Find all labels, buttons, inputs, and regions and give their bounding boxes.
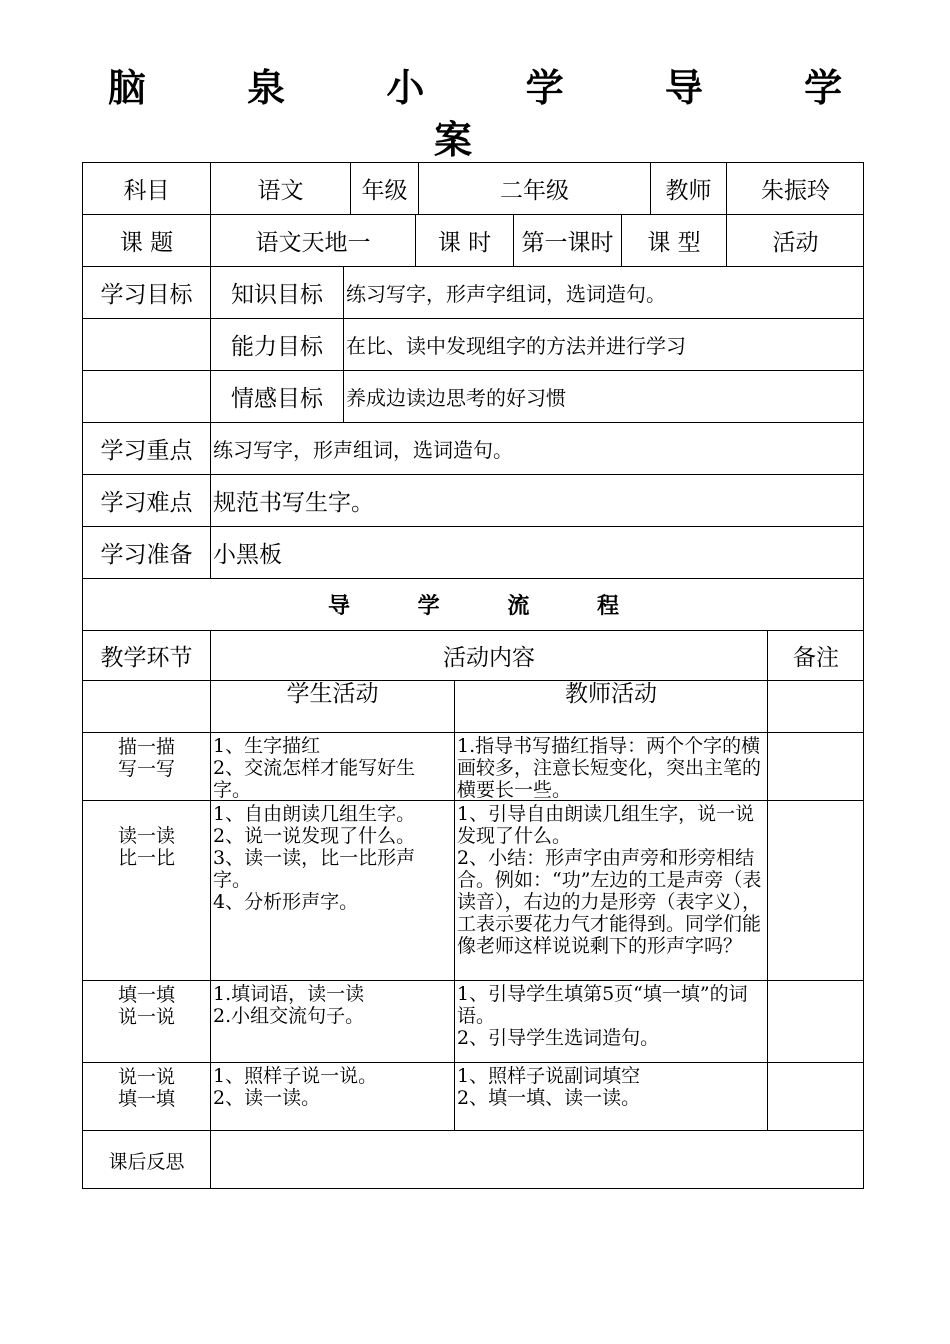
emotion-goal-value: 养成边读边思考的好习惯 <box>343 370 864 422</box>
stage-name: 说一说 填一填 <box>82 1062 210 1130</box>
teacher-label: 教师 <box>650 162 726 214</box>
stage-name: 填一填 说一说 <box>82 980 210 1062</box>
grade-value: 二年级 <box>418 162 650 214</box>
table-bottom-border <box>82 1188 864 1189</box>
type-label: 课 型 <box>621 214 726 266</box>
goals-label-empty <box>82 318 210 370</box>
subject-value: 语文 <box>210 162 350 214</box>
table-right-border <box>863 162 864 1189</box>
remark-cell <box>767 800 864 980</box>
period-label: 课 时 <box>415 214 513 266</box>
preparation-row <box>82 526 864 578</box>
difficulty-label: 学习难点 <box>82 474 210 526</box>
content-header: 活动内容 <box>210 630 767 680</box>
difficulty-value: 规范书写生字。 <box>210 474 864 526</box>
goals-row-emotion <box>82 370 864 422</box>
preparation-value: 小黑板 <box>210 526 864 578</box>
remark-header: 备注 <box>767 630 864 680</box>
teacher-value: 朱振玲 <box>726 162 864 214</box>
student-activity-header: 学生活动 <box>210 680 454 732</box>
subject-label: 科目 <box>82 162 210 214</box>
goals-label: 学习目标 <box>82 266 210 318</box>
difficulty-row <box>82 474 864 526</box>
reflection-row <box>82 1130 864 1189</box>
flow-header-row <box>82 630 864 680</box>
stage-row <box>82 800 864 980</box>
stage-name: 读一读 比一比 <box>82 800 210 980</box>
goals-label-empty-2 <box>82 370 210 422</box>
stage-row <box>82 980 864 1062</box>
knowledge-goal-value: 练习写字，形声字组词，选词造句。 <box>343 266 864 318</box>
remark-cell <box>767 1062 864 1130</box>
focus-value: 练习写字，形声组词，选词造句。 <box>210 422 864 474</box>
grade-label: 年级 <box>350 162 418 214</box>
remark-subheader-empty <box>767 680 864 732</box>
stage-name: 描一描 写一写 <box>82 732 210 800</box>
reflection-label: 课后反思 <box>82 1130 210 1189</box>
ability-goal-value: 在比、读中发现组字的方法并进行学习 <box>343 318 864 370</box>
goals-row-ability <box>82 318 864 370</box>
goals-row-knowledge <box>82 266 864 318</box>
flow-title-row <box>82 578 864 630</box>
lesson-plan-table <box>82 162 864 1189</box>
info-row-1 <box>82 162 864 214</box>
focus-label: 学习重点 <box>82 422 210 474</box>
stage-row <box>82 732 864 800</box>
teacher-activity: 1、引导学生填第5页“填一填”的词语。 2、引导学生选词造句。 <box>454 980 767 1062</box>
reflection-value <box>210 1130 864 1189</box>
flow-title: 导 学 流 程 <box>82 578 864 630</box>
document-title: 脑 泉 小 学 导 学 案 <box>107 65 887 162</box>
stage-header: 教学环节 <box>82 630 210 680</box>
student-activity: 1、照样子说一说。 2、读一读。 <box>210 1062 454 1130</box>
emotion-goal-label: 情感目标 <box>210 370 343 422</box>
teacher-activity-header: 教师活动 <box>454 680 767 732</box>
period-value: 第一课时 <box>513 214 621 266</box>
info-row-2 <box>82 214 864 266</box>
teacher-activity: 1、引导自由朗读几组生字，说一说发现了什么。 2、小结：形声字由声旁和形旁相结合。例如：“功”左边的工是声旁（表读音），右边的力是形旁（表字义），工表示要花力气才能得到。同学们能像老师这样说说剩下的形声字吗？ <box>454 800 767 980</box>
student-activity: 1、自由朗读几组生字。 2、说一说发现了什么。 3、读一读，比一比形声字。 4、分析形声字。 <box>210 800 454 980</box>
stage-row <box>82 1062 864 1130</box>
stage-subheader-empty <box>82 680 210 732</box>
student-activity: 1.填词语，读一读 2.小组交流句子。 <box>210 980 454 1062</box>
ability-goal-label: 能力目标 <box>210 318 343 370</box>
remark-cell <box>767 980 864 1062</box>
remark-cell <box>767 732 864 800</box>
student-activity: 1、生字描红 2、交流怎样才能写好生字。 <box>210 732 454 800</box>
knowledge-goal-label: 知识目标 <box>210 266 343 318</box>
teacher-activity: 1.指导书写描红指导：两个个字的横画较多，注意长短变化，突出主笔的横要长一些。 <box>454 732 767 800</box>
type-value: 活动 <box>726 214 864 266</box>
focus-row <box>82 422 864 474</box>
preparation-label: 学习准备 <box>82 526 210 578</box>
topic-label: 课 题 <box>82 214 210 266</box>
teacher-activity: 1、照样子说副词填空 2、填一填、读一读。 <box>454 1062 767 1130</box>
flow-subheader-row <box>82 680 864 732</box>
topic-value: 语文天地一 <box>210 214 415 266</box>
